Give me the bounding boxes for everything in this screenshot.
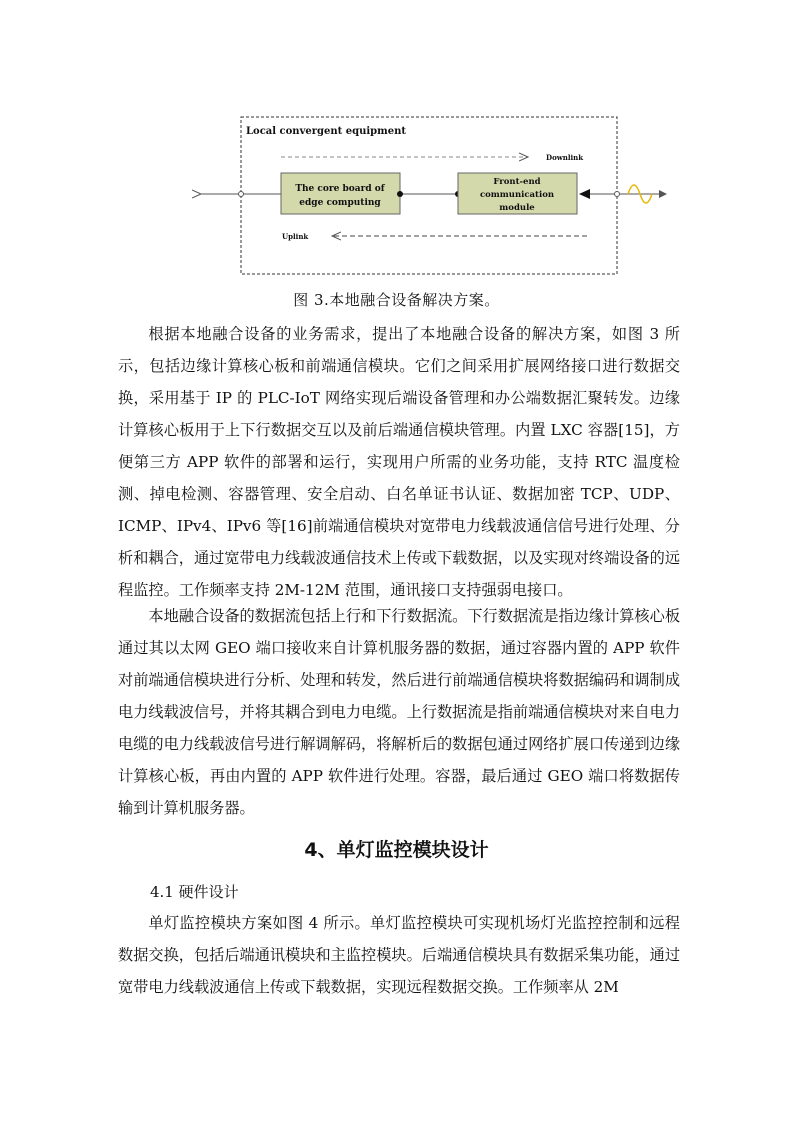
- frontend-line-3: module: [499, 203, 535, 213]
- left-port: [239, 192, 244, 197]
- figure-3-diagram: [0, 0, 793, 290]
- downlink-label: Downlink: [546, 153, 584, 162]
- equipment-title: Local convergent equipment: [246, 126, 406, 137]
- figure-caption: 图 3.本地融合设备解决方案。: [293, 291, 500, 309]
- right-port: [615, 192, 620, 197]
- uplink-label: Uplink: [282, 232, 309, 241]
- frontend-line-2: communication: [479, 190, 555, 200]
- core-board-port: [397, 191, 403, 197]
- frontend-line-1: Front-end: [493, 177, 541, 187]
- body-paragraph-2: 本地融合设备的数据流包括上行和下行数据流。下行数据流是指边缘计算核心板通过其以太网 GEO 端口接收来自计算机服务器的数据，通过容器内置的 APP 软件对前端通信模块进行分析、处理和转发，然后进行前端通信模块将数据编码和调制成电力线载波信号，并将其耦合到电力电缆。上行数据流是指前端通信模块对来自电力电缆的电力线载波信号进行解调解码，将解析后的数据包通过网络扩展口传递到边缘计算核心板，再由内置的 APP 软件进行处理。容器，最后通过 GEO 端口将数据传输到计算机服务器。: [118, 607, 680, 817]
- core-board-line-1: The core board of: [295, 184, 385, 194]
- body-paragraph-1: 根据本地融合设备的业务需求，提出了本地融合设备的解决方案，如图 3 所示，包括边缘计算核心板和前端通信模块。它们之间采用扩展网络接口进行数据交换，采用基于 IP 的 PLC-IoT 网络实现后端设备管理和办公端数据汇聚转发。边缘计算核心板用于上下行数据交互以及前后端通信模块管理。内置 LXC 容器[15]，方便第三方 APP 软件的部署和运行，实现用户所需的业务功能，支持 RTC 温度检测、掉电检测、容器管理、安全启动、白名单证书认证、数据加密 TCP、UDP、ICMP、IPv4、IPv6 等[16]前端通信模块对宽带电力线载波通信信号进行处理、分析和耦合，通过宽带电力线载波通信技术上传或下载数据，以及实现对终端设备的远程监控。工作频率支持 2M-12M 范围，通讯接口支持强弱电接口。: [118, 325, 680, 599]
- body-paragraph-3: 单灯监控模块方案如图 4 所示。单灯监控模块可实现机场灯光监控控制和远程数据交换，包括后端通讯模块和主监控模块。后端通信模块具有数据采集功能，通过宽带电力线载波通信上传或下载数据，实现远程数据交换。工作频率从 2M: [118, 914, 680, 996]
- section-heading: 4、单灯监控模块设计: [304, 839, 489, 861]
- core-board-line-2: edge computing: [299, 198, 381, 208]
- subsection-heading: 4.1 硬件设计: [150, 883, 239, 901]
- right-arrowhead-icon: [579, 189, 590, 199]
